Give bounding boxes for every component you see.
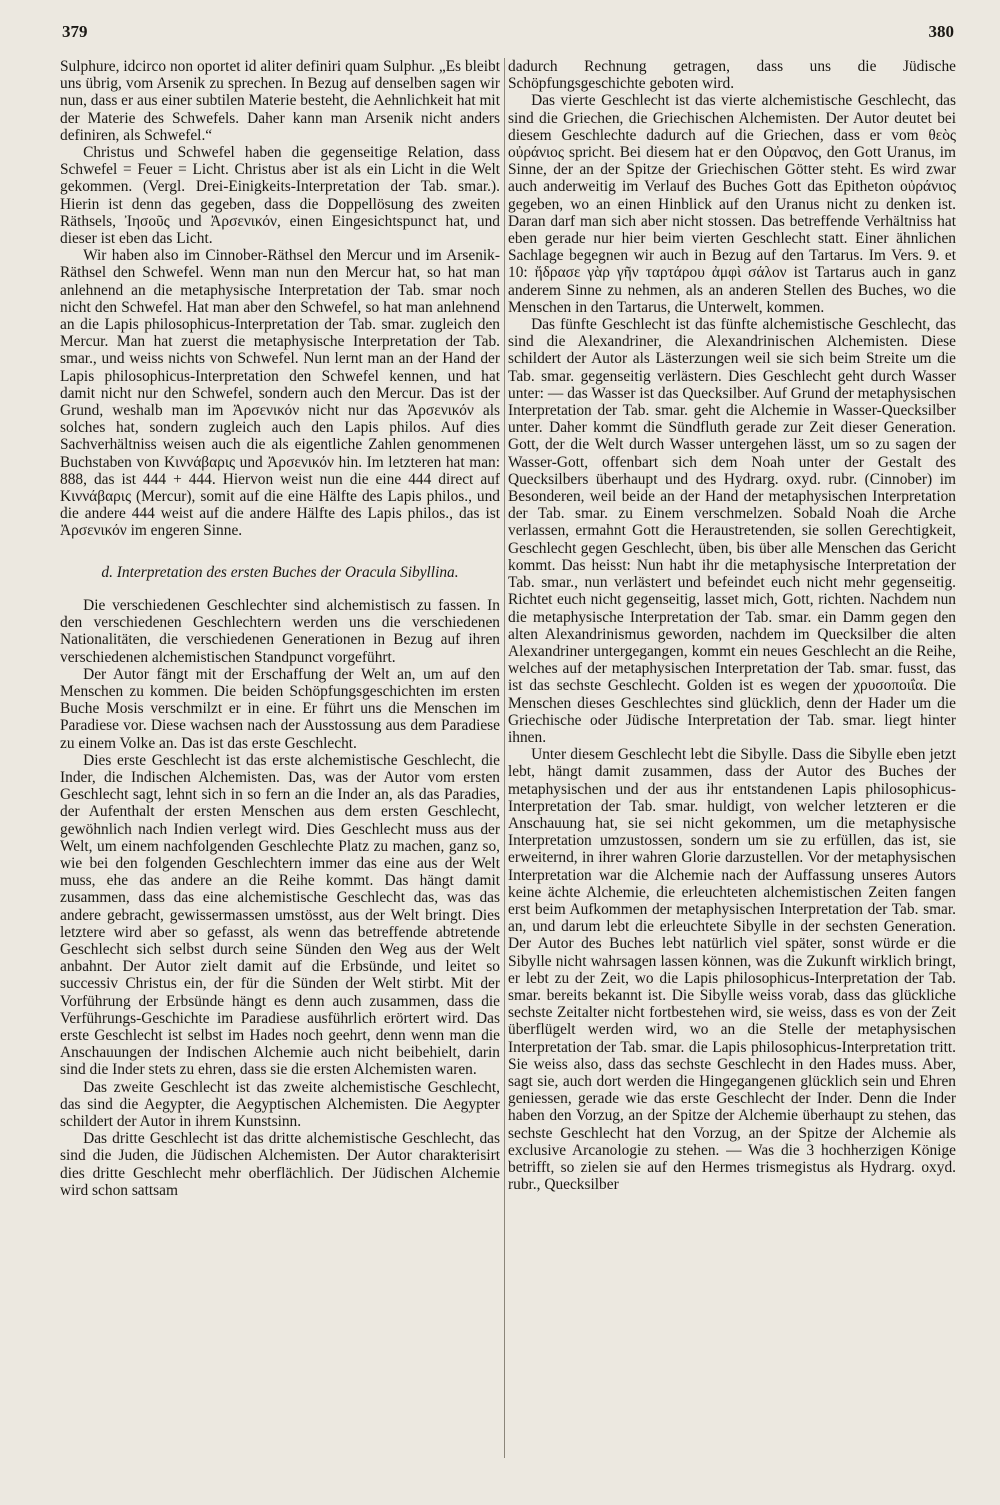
page-number-left: 379 xyxy=(62,22,88,41)
paragraph: Christus und Schwefel haben die gegenseitige Relation, dass Schwefel = Feuer = Licht. Christus aber ist als ein Licht in die Welt gekommen. (Vergl. Drei-Einigkeits-Interpretation der Tab. smar.). Hierin ist denn das gegeben, dass die Doppellösung des zweiten Räthsels, Ἰησοῦς und Ἀρσενικόν, einen Eingesichtspunct hat, und dieser ist eben das Licht. xyxy=(60,144,500,248)
paragraph: Dies erste Geschlecht ist das erste alchemistische Geschlecht, die Inder, die Indischen Alchemisten. Das, was der Autor vom ersten Geschlecht sagt, lehnt sich in so fern an die Inder an, als das Paradies, der Aufenthalt der ersten Menschen aus dem ersten Geschlecht, gewöhnlich nach Indien verlegt wird. Dies Geschlecht muss aus der Welt, um einem nachfolgenden Geschlechte Platz zu machen, ganz so, wie bei den folgenden Geschlechtern immer das eine aus der Welt muss, ehe das andere an die Reihe kommt. Das hängt damit zusammen, dass das eine alchemistische Geschlecht das, was das andere gebracht, gewissermassen umstösst, aus der Welt bringt. Dies letztere wird aber so gefasst, als wenn das betreffende abtretende Geschlecht sich selbst durch seine Sünden den Weg aus der Welt anbahnt. Der Autor zielt damit auf die Erbsünde, und leitet so successiv Christus ein, der für die Sünden der Welt stirbt. Mit der Vorführung der Erbsünde hängt es denn auch zusammen, dass die Verführungs-Geschichte im Paradiese ausführlich erörtert wird. Das erste Geschlecht ist selbst im Hades noch geehrt, denn wenn man die Anschauungen der Indischen Alchemie auch nicht beibehielt, darin sind die Inder stets zu ehren, dass sie die ersten Alchemisten waren. xyxy=(60,751,500,1079)
paragraph: Das fünfte Geschlecht ist das fünfte alchemistische Geschlecht, das sind die Alexandriner, die Alexandrinischen Alchemisten. Diese schildert der Autor als Lästerzungen weil sie sich beim Streite um die Tab. smar. gegenseitig verlästern. Dies Geschlecht geht durch Wasser unter: — das Wasser ist das Quecksilber. Auf Grund der metaphysischen Interpretation der Tab. smar. geht die Alchemie in Wasser-Quecksilber unter. Daher kommt die Sündfluth gerade zur Zeit dieser Generation. Gott, der die Welt durch Wasser untergehen lässt, um so zu sagen der Wasser-Gott, offenbart sich dem Noah unter der Gestalt des Quecksilbers überhaupt und des Hydrarg. oxyd. rubr. (Cinnober) im Besonderen, weil beide an der Hand der metaphysischen Interpretation der Tab. smar. zu Einem verschmelzen. Sobald Noah die Arche verlassen, ermahnt Gott die Heraustretenden, sie sollen Gerechtigkeit, Geschlecht gegen Geschlecht, üben, bis über alle Menschen das Gericht kommt. Das heisst: Nun habt ihr die metaphysische Interpretation der Tab. smar., nun verlästert und befeindet euch nicht mehr gegenseitig. Richtet euch nicht gegenseitig, lasset mich, Gott, richten. Nachdem nun die metaphysische Interpretation der Tab. smar. ein Damm gegen den alten Alexandrinismus geworden, nachdem im Quecksilber die alten Alexandriner untergegangen, kommt ein neues Geschlecht an die Reihe, welches auf der metaphysischen Interpretation der Tab. smar. fusst, das ist das sechste Geschlecht. Golden ist es wegen der χρυσοποιΐα. Die Menschen dieses Geschlechtes sind glücklich, denn der Hader um die Griechische oder Jüdische Interpretation der Tab. smar. liegt hinter ihnen. xyxy=(508,316,956,746)
paragraph: dadurch Rechnung getragen, dass uns die Jüdische Schöpfungsgeschichte geboten wird. xyxy=(508,58,956,93)
paragraph: Unter diesem Geschlecht lebt die Sibylle. Dass die Sibylle eben jetzt lebt, hängt damit zusammen, dass der Autor des Buches der metaphysischen und der aus ihr entstandenen Lapis philosophicus-Interpretation der Tab. smar. huldigt, von welcher letzteren er die Anschauung hat, sie sei nicht gekommen, um die metaphysische Interpretation umzustossen, sondern um sie zu erfüllen, das ist, sie erweiternd, in ihrer wahren Glorie darzustellen. Vor der metaphysischen Interpretation war die Alchemie nach der Auffassung unseres Autors keine ächte Alchemie, die erleuchteten alchemistischen Zeiten fangen erst beim Aufkommen der metaphysischen Interpretation der Tab. smar. an, und darum lebt die erleuchtete Sibylle in der sechsten Generation. Der Autor des Buches lebt natürlich viel später, sonst würde er die Sibylle nicht wahrsagen lassen können, was die Zukunft wirklich bringt, er lebt zu der Zeit, wo die Lapis philosophicus-Interpretation der Tab. smar. bereits bekannt ist. Die Sibylle weiss vorab, dass das glückliche sechste Zeitalter nicht fortbestehen wird, sie weiss, dass es von der Zeit überflügelt werden wird, wo an die Stelle der metaphysischen Interpretation der Tab. smar. die Lapis philosophicus-Interpretation tritt. Sie weiss also, dass das sechste Geschlecht in den Hades muss. Aber, sagt sie, auch dort werden die Hingegangenen glücklich sein und Ehren geniessen, gerade wie das erste Geschlecht der Inder. Denn die Inder haben den Vorzug, an der Spitze der Alchemie überhaupt zu stehen, das sechste Geschlecht hat den Vorzug, an der Spitze der Alchemie als exclusive Arcanologie zu stehen. — Was die 3 hochherzigen Könige betrifft, so zielen sie auf den Hermes trismegistus als Hydrarg. oxyd. rubr., Quecksilber xyxy=(508,746,956,1194)
right-column xyxy=(508,58,956,1193)
paragraph: Das dritte Geschlecht ist das dritte alchemistische Geschlecht, das sind die Juden, die Jüdischen Alchemisten. Der Autor charakterisirt dies dritte Geschlecht mehr oberflächlich. Der Jüdischen Alchemie wird schon sattsam xyxy=(60,1130,500,1199)
paragraph: Der Autor fängt mit der Erschaffung der Welt an, um auf den Menschen zu kommen. Die beiden Schöpfungsgeschichten im ersten Buche Mosis verschmilzt er in eine. Er führt uns die Menschen im Paradiese vor. Diese wachsen nach der Ausstossung aus dem Paradiese zu einem Volke an. Das ist das erste Geschlecht. xyxy=(60,665,500,752)
column-divider xyxy=(504,58,505,1458)
paragraph: Wir haben also im Cinnober-Räthsel den Mercur und im Arsenik-Räthsel den Schwefel. Wenn man nun den Mercur hat, so hat man anlehnend an die metaphysische Interpretation der Tab. smar noch nicht den Schwefel. Hat man aber den Schwefel, so hat man anlehnend an die Lapis philosophicus-Interpretation der Tab. smar. zugleich den Mercur. Man hat zuerst die metaphysische Interpretation der Tab. smar., und weiss nichts von Schwefel. Nun lernt man an der Hand der Lapis philosophicus-Interpretation den Schwefel kennen, und hat damit nicht nur den Schwefel, sondern auch den Mercur. Das ist der Grund, weshalb man im Ἀρσενικόν nicht nur das Ἀρσενικόν als solches hat, sondern zugleich auch den Lapis philos. Auf dies Sachverhältniss weisen auch die als eigentliche Zahlen genommenen Buchstaben von Κιννάβαρις und Ἀρσενικόν hin. Im letzteren hat man: 888, das ist 444 + 444. Hiervon weist nun die eine 444 direct auf Κιννάβαρις (Mercur), somit auf die eine Hälfte des Lapis philos., und die andere 444 weist auf die andere Hälfte des Lapis philos., das ist Ἀρσενικόν im engeren Sinne. xyxy=(60,247,500,540)
left-column xyxy=(60,58,500,1199)
paragraph: Die verschiedenen Geschlechter sind alchemistisch zu fassen. In den verschiedenen Geschlechtern werden uns die verschiedenen Nationalitäten, die verschiedenen Generationen in Bezug auf ihren verschiedenen alchemistischen Standpunct vorgeführt. xyxy=(60,596,500,666)
paragraph: Sulphure, idcirco non oportet id aliter definiri quam Sulphur. „Es bleibt uns übrig, vom Arsenik zu sprechen. In Bezug auf denselben sagen wir nun, dass er aus einer subtilen Materie besteht, die Aehnlichkeit hat mit der Materie des Schwefels. Daher kann man Arsenik nicht anders definiren, als Schwefel.“ xyxy=(60,58,500,144)
paragraph: Das zweite Geschlecht ist das zweite alchemistische Geschlecht, das sind die Aegypter, die Aegyptischen Alchemisten. Die Aegypter schildert der Autor in ihrem Kunstsinn. xyxy=(60,1078,500,1130)
section-heading: d. Interpretation des ersten Buches der Oracula Sibyllina. xyxy=(101,563,459,581)
page-number-right: 380 xyxy=(928,22,954,41)
paragraph: Das vierte Geschlecht ist das vierte alchemistische Geschlecht, das sind die Griechen, die Griechischen Alchemisten. Der Autor deutet bei diesem Geschlechte dadurch auf die Griechen, dass er vom θεὸς οὐράνιος spricht. Bei diesem hat er den Οὐρανος, den Gott Uranus, im Sinne, der an der Spitze der Griechischen Götter steht. Es wird zwar auch anderweitig im Verlauf des Buches Gott das Epitheton οὐράνιος gegeben, wo an einen Hinblick auf den Uranus nicht zu denken ist. Daran darf man sich aber nicht stossen. Das betreffende Verhältniss hat eben gerade nur hier beim vierten Geschlecht statt. Einer ähnlichen Sachlage begegnen wir auch in Bezug auf den Tartarus. Im Vers. 9. et 10: ἤδρασε γὰρ γῆν ταρτάρου ἀμφὶ σάλον ist Tartarus auch in ganz anderem Sinne zu nehmen, als an anderen Stellen des Buches, wo die Menschen in den Tartarus, die Unterwelt, kommen. xyxy=(508,92,956,316)
